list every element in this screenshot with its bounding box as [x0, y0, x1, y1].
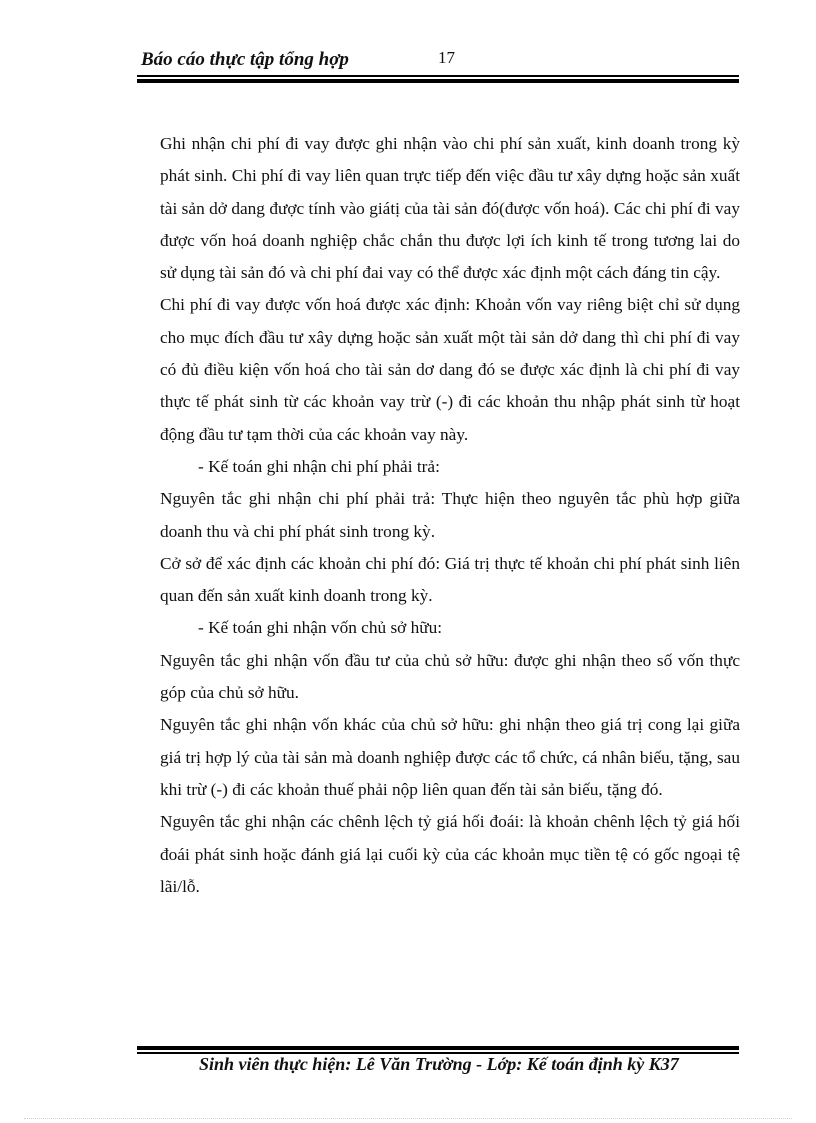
header-title: Báo cáo thực tập tổng hợp — [141, 49, 349, 70]
header-rule-thin — [137, 75, 739, 77]
paragraph-accrued-basis: Cở sở để xác định các khoản chi phí đó: Giá trị thực tế khoản chi phí phát sinh liên quan đến sản xuất kinh doanh trong kỳ. — [160, 553, 740, 606]
footer-rule-thick — [137, 1046, 739, 1050]
page-bottom-border — [24, 1118, 792, 1119]
footer-text: Sinh viên thực hiện: Lê Văn Trường - Lớp: Kế toán định kỳ K37 — [199, 1054, 679, 1074]
document-body — [160, 128, 740, 903]
heading-accrued-expenses: - Kế toán ghi nhận chi phí phải trả: — [198, 456, 440, 476]
page-header — [137, 44, 739, 84]
heading-owner-equity: - Kế toán ghi nhận vốn chủ sở hữu: — [198, 618, 443, 638]
paragraph-borrowing-cost: Ghi nhận chi phí đi vay được ghi nhận vào chi phí sản xuất, kinh doanh trong kỳ phát sinh. Chi phí đi vay liên quan trực tiếp đến việc đầu tư xây dựng hoặc sản xuất tài sản dở dang được tính vào giátị của tài sản đó(được vốn hoá). Các chi phí đi vay được vốn hoá doanh nghiệp chắc chắn thu được lợi ích kinh tế trong tương lai do sử dụng tài sản đó và chi phí đai vay có thể được xác định một cách đáng tin cậy. — [160, 134, 740, 283]
page-footer — [137, 1046, 739, 1086]
header-rule-thick — [137, 79, 739, 83]
paragraph-owner-investment: Nguyên tắc ghi nhận vốn đầu tư của chủ sở hữu: được ghi nhận theo số vốn thực góp của chủ sở hữu. — [160, 650, 740, 703]
paragraph-accrued-principle: Nguyên tắc ghi nhận chi phí phải trả: Thực hiện theo nguyên tắc phù hợp giữa doanh thu và chi phí phát sinh trong kỳ. — [160, 489, 740, 541]
paragraph-capitalized-cost: Chi phí đi vay được vốn hoá được xác định: Khoản vốn vay riêng biệt chỉ sử dụng cho mục đích đầu tư xây dựng hoặc sản xuất một tài sản dở dang thì chi phí đi vay có đủ điều kiện vốn hoá cho tài sản dơ dang đó se được xác định là chi phí đi vay thực tế phát sinh từ các khoản vay trừ (-) đi các khoản thu nhập phát sinh từ hoạt động đầu tư tạm thời của các khoản vay này. — [160, 295, 740, 444]
paragraph-exchange-difference: Nguyên tắc ghi nhận các chênh lệch tỷ giá hối đoái: là khoản chênh lệch tỷ giá hối đoái phát sinh hoặc đánh giá lại cuối kỳ của các khoản mục tiền tệ có gốc ngoại tệ lãi/lỗ. — [160, 812, 740, 896]
paragraph-other-capital: Nguyên tắc ghi nhận vốn khác của chủ sở hữu: ghi nhận theo giá trị cong lại giữa giá trị hợp lý của tài sản mà doanh nghiệp được các tổ chức, cá nhân biếu, tặng, sau khi trừ (-) đi các khoản thuế phải nộp liên quan đến tài sản biếu, tặng đó. — [160, 715, 740, 799]
page-number: 17 — [438, 48, 455, 67]
